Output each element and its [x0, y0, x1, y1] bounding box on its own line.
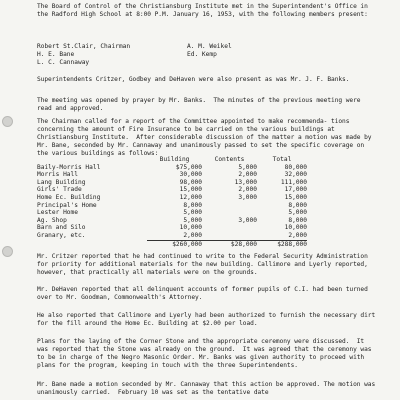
building-value: 12,000	[179, 193, 202, 201]
member-name: L. C. Cannaway	[37, 59, 90, 66]
total-value: 15,000	[284, 193, 307, 201]
column-header: Total	[272, 156, 292, 163]
total-value: 8,000	[288, 216, 307, 224]
contents-value	[202, 232, 257, 240]
column-header: Building	[159, 156, 190, 163]
total-value: 32,000	[284, 171, 307, 179]
table-row	[37, 232, 307, 240]
critzer-paragraph: Mr. Critzer reported that he had continued to write to the Federal Security Administration for priority for additional materials for the new building. Callimore and Lyerly reported, however, that practically all materials were on the grounds.	[37, 253, 372, 277]
contents-value	[202, 202, 257, 210]
totals-label	[37, 240, 147, 249]
member-name: A. M. Weikel	[187, 43, 232, 50]
total-value: 5,000	[288, 209, 307, 217]
contents-value: 2,000	[238, 171, 257, 179]
total-value: 8,000	[288, 201, 307, 209]
total-value: 111,000	[280, 178, 307, 186]
motion-paragraph: Mr. Bane made a motion seconded by Mr. Cannaway that this action be approved. The motion was unanimously carried. February 10 was set as the tentative date	[37, 381, 379, 397]
total-value: 2,000	[288, 231, 307, 239]
total-value: 10,000	[284, 224, 307, 232]
table-row	[37, 164, 307, 172]
contents-value	[202, 209, 257, 217]
member-name: H. E. Bane	[37, 51, 75, 58]
building-value: 8,000	[183, 201, 202, 209]
totals-row	[37, 240, 307, 249]
member-name: Robert St.Clair, Chairman	[37, 43, 131, 50]
table-row	[37, 194, 307, 202]
building-value: 5,000	[183, 209, 202, 217]
total-value: 80,000	[284, 163, 307, 171]
column-header	[37, 156, 147, 164]
table-header-row	[37, 156, 307, 164]
table-row	[37, 179, 307, 187]
building-name: Baily-Morris Hall	[37, 163, 101, 171]
prayer-paragraph: The meeting was opened by prayer by Mr. Banks. The minutes of the previous meeting were read and approved.	[37, 97, 365, 113]
building-name: Granary, etc.	[37, 232, 86, 240]
building-total: $260,000	[147, 240, 202, 249]
building-name: Ag. Shop	[37, 216, 67, 224]
contents-value: 3,000	[238, 216, 257, 224]
building-value: 30,000	[179, 171, 202, 179]
contents-value: 13,000	[234, 178, 257, 186]
building-name: Home Ec. Building	[37, 193, 101, 201]
contents-value: 3,000	[238, 193, 257, 201]
contents-value	[202, 224, 257, 232]
total-value: 17,000	[284, 186, 307, 194]
building-name: Principal's Home	[37, 201, 97, 209]
punch-hole	[2, 246, 13, 257]
contents-value: 5,000	[238, 163, 257, 171]
building-value: 5,000	[183, 216, 202, 224]
contents-total: $28,000	[202, 240, 257, 249]
table-row	[37, 171, 307, 179]
punch-hole	[2, 116, 13, 127]
table-row	[37, 209, 307, 217]
dehaven-paragraph: Mr. DeHaven reported that all delinquent accounts of former pupils of C.I. had been turned over to Mr. Goodman, Commonwealth's Attorney.	[37, 286, 372, 302]
building-name: Girls' Trade	[37, 186, 82, 194]
table-row	[37, 202, 307, 210]
insurance-coverage-table	[37, 156, 307, 249]
table-row	[37, 217, 307, 225]
building-value: 10,000	[179, 224, 202, 232]
grand-total: $288,000	[257, 240, 307, 249]
member-name: Ed. Kemp	[187, 51, 217, 58]
also-present-paragraph: Superintendents Critzer, Godbey and DeHaven were also present as was Mr. J. F. Banks.	[37, 76, 350, 83]
members-present-list	[37, 43, 377, 73]
building-name: Morris Hall	[37, 171, 78, 179]
building-value: 98,000	[179, 178, 202, 186]
building-name: Lester Home	[37, 209, 78, 217]
table-row	[37, 186, 307, 194]
contents-value: 2,000	[238, 186, 257, 194]
column-header: Contents	[214, 156, 245, 163]
authorization-paragraph: He also reported that Callimore and Lyerly had been authorized to furnish the necessary dirt for the fill around the Home Ec. Building at $2.00 per load.	[37, 312, 379, 328]
corner-stone-paragraph: Plans for the laying of the Corner Stone and the appropriate ceremony were discussed. It was reported that the Stone was already on the ground. It was agreed that the ceremony was to be in charge of the Negro Masonic Order. Mr. Banks was given authority to proceed with plans for the program, keeping in touch with the three Superintendents.	[37, 338, 376, 370]
building-name: Lang Building	[37, 178, 86, 186]
building-value: 2,000	[183, 231, 202, 239]
intro-paragraph: The Board of Control of the Christiansburg Institute met in the Superintendent's Office in the Radford High School at 8:00 P.M. January 16, 1953, with the following members present:	[37, 3, 372, 19]
building-name: Barn and Silo	[37, 224, 86, 232]
chairman-paragraph: The Chairman called for a report of the Committee appointed to make recommenda- tions concerning the amount of Fire Insurance to be carried on the various buildings at Christiansburg Institute. After considerable discussion of the matter a motion was made by Mr. Bane, seconded by Mr. Cannaway and unanimously passed to set the specific coverage on the various buildings as follows:	[37, 118, 376, 158]
building-value: 15,000	[179, 186, 202, 194]
building-value: $75,000	[175, 163, 202, 171]
table-row	[37, 224, 307, 232]
